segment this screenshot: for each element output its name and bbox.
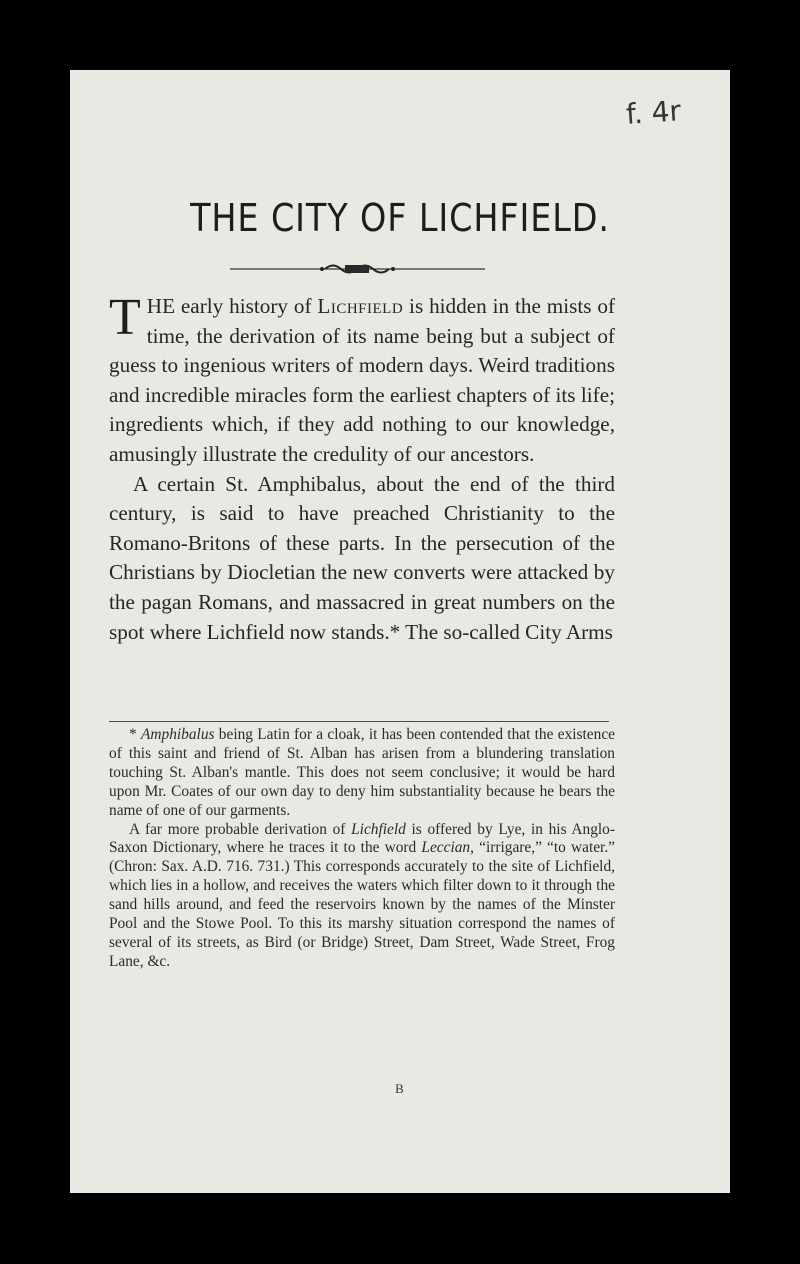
footnote-2 bbox=[109, 821, 615, 972]
folio-annotation: f. 4r bbox=[624, 94, 683, 131]
signature-mark: B bbox=[395, 1081, 405, 1096]
footnote-1-italic: Amphibalus bbox=[140, 726, 215, 743]
footnotes bbox=[109, 726, 615, 972]
footnote-marker: * bbox=[129, 726, 141, 743]
paragraph-1-lead: HE early history of bbox=[146, 294, 318, 318]
footnote-2-italic-1: Lichfield bbox=[351, 820, 406, 838]
book-page bbox=[70, 70, 730, 1193]
paragraph-1-rest: is hidden in the mists of time, the derivation of its name being but a subject of guess to ingenious writers of modern days. Weird traditions and incredible miracles form the earliest chapters of its life; ingredients which, if they add nothing to our knowledge, amusingly illustrate the credulity of our ancestors. bbox=[109, 294, 616, 466]
place-name-smallcaps: Lichfield bbox=[317, 294, 404, 318]
footnote-rule bbox=[109, 721, 609, 722]
paragraph-1 bbox=[109, 289, 616, 470]
footnote-1-text: being Latin for a cloak, it has been contended that the existence of this saint and friend of St. Alban has arisen from a blundering translation touching St. Alban's mantle. This does not seem conclusive; it would be hard upon Mr. Coates of our own day to deny him substantiality because he bears the name of one of our garments. bbox=[109, 726, 615, 819]
footnote-1 bbox=[109, 726, 615, 821]
drop-cap: T bbox=[109, 289, 141, 346]
footnote-2-text-c: , “irrigare,” “to water.” (Chron: Sax. A.D. 716. 731.) This corresponds accurately to the site of Lichfield, which lies in a hollow, and receives the waters which filter down to it through the sand hills around, and feed the reservoirs known by the names of the Minster Pool and the Stowe Pool. To this its marshy situation correspond the names of several of its streets, as Bird (or Bridge) Street, Dam Street, Wade Street, Frog Lane, &c. bbox=[109, 839, 616, 970]
ornament-divider bbox=[230, 260, 485, 278]
footnote-2-text-a: A far more probable derivation of bbox=[129, 820, 352, 838]
body-text bbox=[109, 289, 616, 647]
page-title: THE CITY OF LICHFIELD. bbox=[190, 196, 610, 240]
footnote-2-text-b: is offered by Lye, in his Anglo-Saxon Dictionary, where he traces it to the word bbox=[109, 820, 615, 857]
paragraph-2: A certain St. Amphibalus, about the end of the third century, is said to have preached Christianity to the Romano-Britons of these parts. In the persecution of the Christians by Diocletian the new converts were attacked by the pagan Romans, and massacred in great numbers on the spot where Lichfield now stands.* The so-called City Arms bbox=[109, 471, 615, 644]
footnote-2-italic-2: Leccian bbox=[421, 839, 471, 857]
